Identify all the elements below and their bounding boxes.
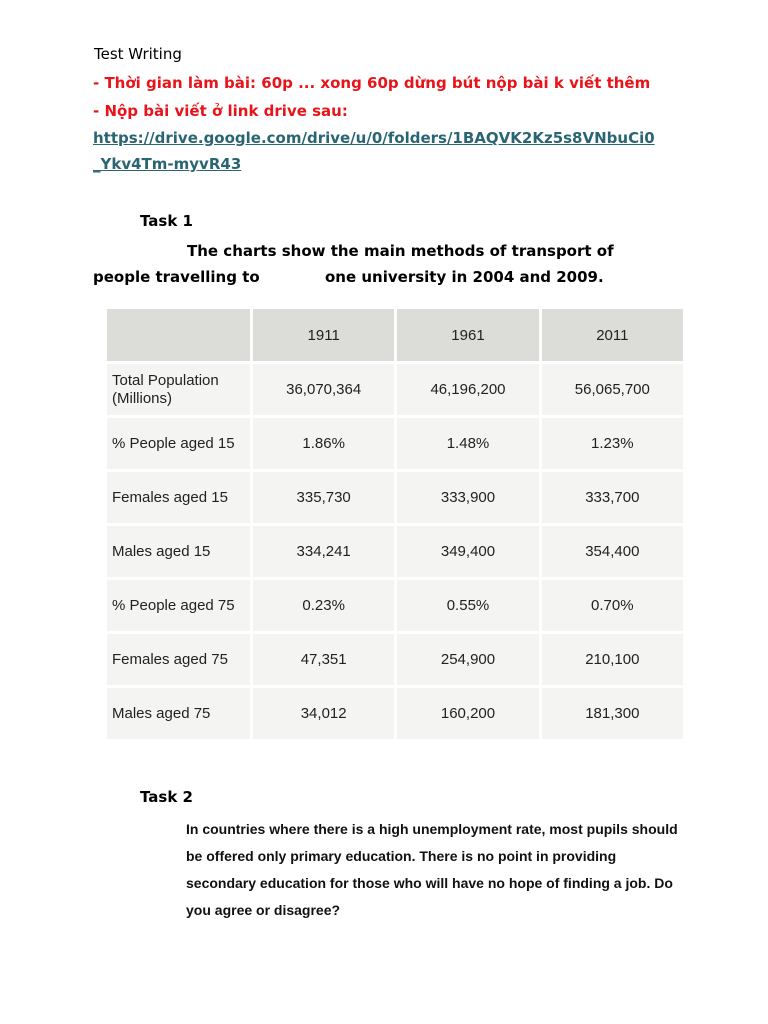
table-cell: 34,012 — [253, 688, 394, 739]
table-header-cell: 1911 — [253, 309, 394, 361]
table-row — [107, 526, 683, 577]
table-cell: 1.23% — [542, 418, 683, 469]
task2-prompt: In countries where there is a high unemployment rate, most pupils should be offered only primary education. There is no point in providing secondary education for those who will have no hope of finding a job. Do you agree or disagree? — [186, 821, 678, 918]
row-label: % People aged 75 — [107, 580, 250, 631]
row-label: % People aged 15 — [107, 418, 250, 469]
table-cell: 335,730 — [253, 472, 394, 523]
drive-link[interactable]: https://drive.google.com/drive/u/0/folders/1BAQVK2Kz5s8VNbuCi0 — [93, 129, 655, 147]
task2-label: Task 2 — [140, 788, 193, 806]
task1-description-line1: The charts show the main methods of transport of — [187, 242, 614, 260]
table-header-cell — [107, 309, 250, 361]
task1-description-line2b: one university in 2004 and 2009. — [325, 268, 604, 286]
table-row — [107, 580, 683, 631]
table-row — [107, 688, 683, 739]
table-cell: 47,351 — [253, 634, 394, 685]
task1-description-line2a: people travelling to — [93, 268, 260, 286]
population-table — [104, 306, 686, 742]
table-cell: 1.48% — [397, 418, 538, 469]
table-cell: 36,070,364 — [253, 364, 394, 415]
table-cell: 46,196,200 — [397, 364, 538, 415]
table-cell: 56,065,700 — [542, 364, 683, 415]
table-cell: 160,200 — [397, 688, 538, 739]
row-label: Total Population (Millions) — [107, 364, 250, 415]
task1-label: Task 1 — [140, 212, 193, 230]
table-cell: 0.23% — [253, 580, 394, 631]
table-row — [107, 364, 683, 415]
table-cell: 0.70% — [542, 580, 683, 631]
table-header-cell: 2011 — [542, 309, 683, 361]
instruction-submit: - Nộp bài viết ở link drive sau: — [93, 102, 348, 120]
table-cell: 254,900 — [397, 634, 538, 685]
table-cell: 210,100 — [542, 634, 683, 685]
row-label: Males aged 15 — [107, 526, 250, 577]
table-cell: 333,900 — [397, 472, 538, 523]
table-header-cell: 1961 — [397, 309, 538, 361]
document-title: Test Writing — [94, 45, 182, 63]
table-cell: 1.86% — [253, 418, 394, 469]
table-cell: 181,300 — [542, 688, 683, 739]
table-row — [107, 418, 683, 469]
table-row — [107, 634, 683, 685]
table-cell: 333,700 — [542, 472, 683, 523]
row-label: Males aged 75 — [107, 688, 250, 739]
table-cell: 349,400 — [397, 526, 538, 577]
instruction-time: - Thời gian làm bài: 60p ... xong 60p dừng bút nộp bài k viết thêm — [93, 74, 651, 92]
table-cell: 0.55% — [397, 580, 538, 631]
table-row — [107, 472, 683, 523]
row-label: Females aged 75 — [107, 634, 250, 685]
row-label: Females aged 15 — [107, 472, 250, 523]
table-cell: 354,400 — [542, 526, 683, 577]
table-cell: 334,241 — [253, 526, 394, 577]
table-header-row — [107, 309, 683, 361]
drive-link-continued[interactable]: _Ykv4Tm-myvR43 — [93, 155, 242, 173]
